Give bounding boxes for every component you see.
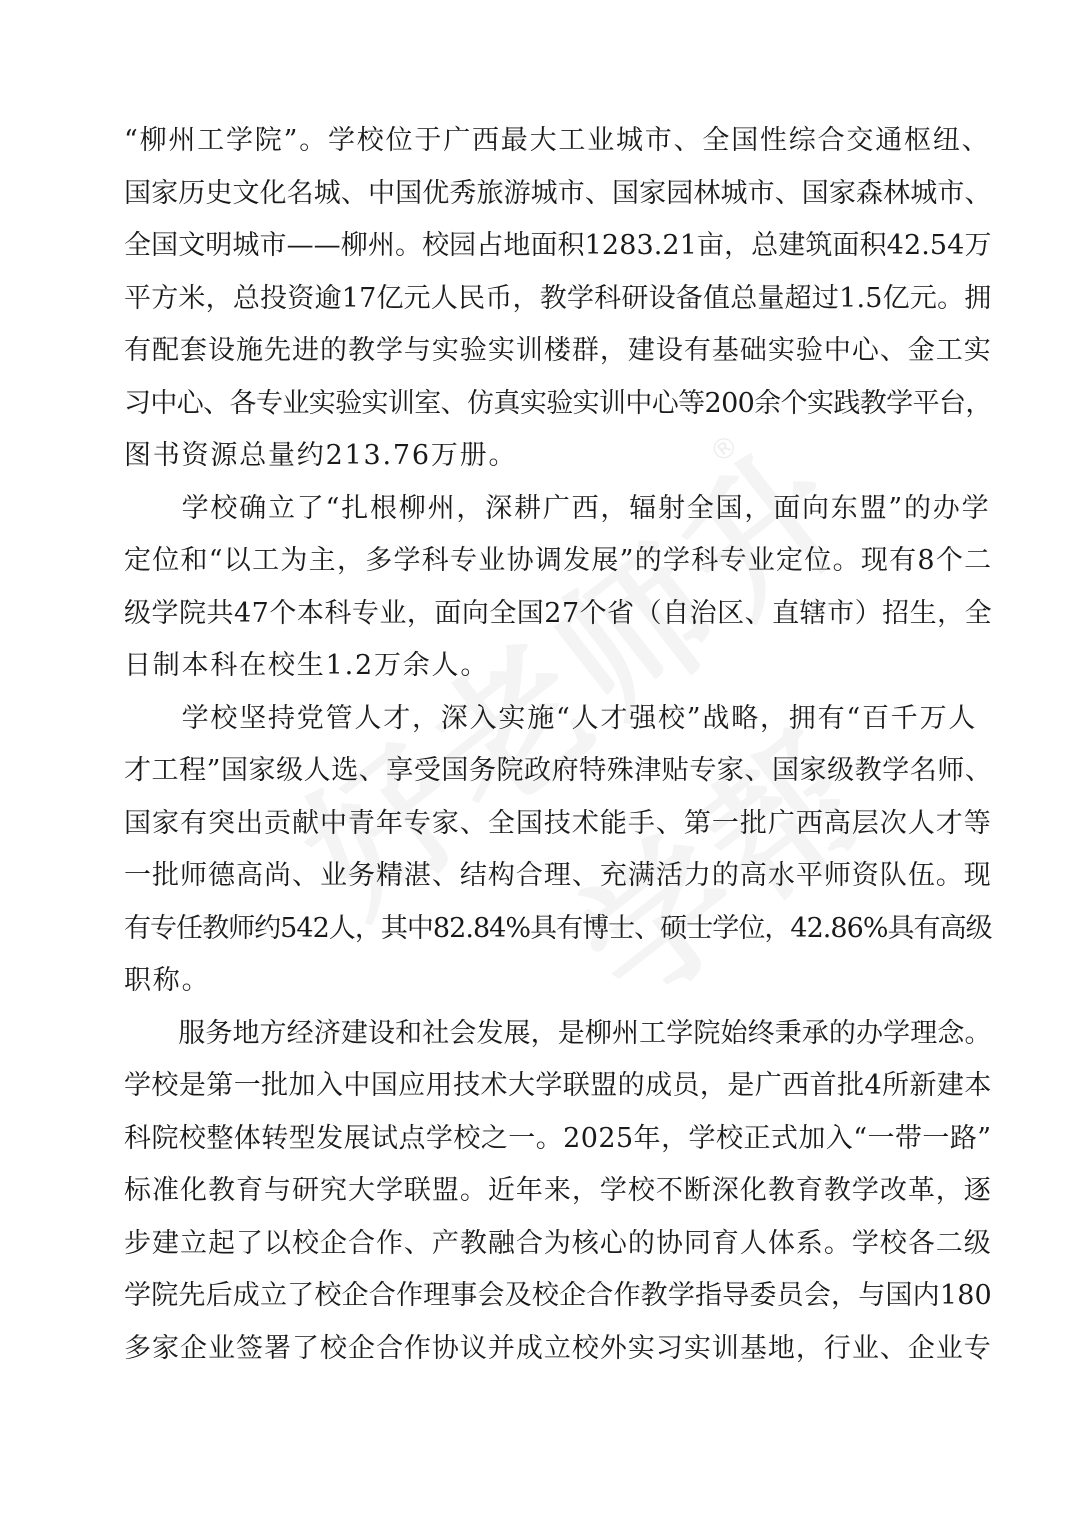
text-line: 才工程”国家级人选、享受国务院政府特殊津贴专家、国家级教学名师、 xyxy=(124,755,993,786)
text-line: 习中心、各专业实验实训室、仿真实验实训中心等200余个实践教学平台， xyxy=(124,387,992,419)
registered-mark-icon: ® xyxy=(702,427,746,471)
text-line: 有配套设施先进的教学与实验实训楼群，建设有基础实验中心、金工实 xyxy=(124,335,992,366)
text-line: 职称。 xyxy=(124,965,211,996)
text-line: 日制本科在校生1.2万余人。 xyxy=(124,650,490,681)
text-line: 全国文明城市——柳州。校园占地面积1283.21亩，总建筑面积42.54万 xyxy=(124,230,992,261)
text-line: 标准化教育与研究大学联盟。近年来，学校不断深化教育教学改革，逐 xyxy=(124,1175,992,1206)
text-line: 学院先后成立了校企合作理事会及校企合作教学指导委员会，与国内180 xyxy=(124,1280,992,1311)
text-line: 服务地方经济建设和社会发展，是柳州工学院始终秉承的办学理念。 xyxy=(124,1017,992,1049)
text-line: 平方米，总投资逾17亿元人民币，教学科研设备值总量超过1.5亿元。拥 xyxy=(124,282,992,314)
text-line: 定位和“以工为主，多学科专业协调发展”的学科专业定位。现有8个二 xyxy=(124,545,993,576)
text-line: 图书资源总量约213.76万册。 xyxy=(124,440,518,471)
text-line: 学校是第一批加入中国应用技术大学联盟的成员，是广西首批4所新建本 xyxy=(124,1070,992,1101)
body-text xyxy=(124,115,992,1375)
text-line: 步建立起了以校企合作、产教融合为核心的协同育人体系。学校各二级 xyxy=(124,1227,992,1259)
text-line: 科院校整体转型发展试点学校之一。2025年，学校正式加入“一带一路” xyxy=(124,1122,992,1154)
text-line: 学校确立了“扎根柳州，深耕广西，辐射全国，面向东盟”的办学 xyxy=(124,492,991,524)
text-line: 国家有突出贡献中青年专家、全国技术能手、第一批广西高层次人才等 xyxy=(124,807,992,839)
text-line: 多家企业签署了校企合作协议并成立校外实习实训基地，行业、企业专 xyxy=(124,1332,992,1364)
text-line: 一批师德高尚、业务精湛、结构合理、充满活力的高水平师资队伍。现 xyxy=(124,860,992,891)
text-line: 有专任教师约542人，其中82.84%具有博士、硕士学位，42.86%具有高级 xyxy=(124,912,992,944)
text-line: “柳州工学院”。学校位于广西最大工业城市、全国性综合交通枢纽、 xyxy=(124,125,991,156)
text-line: 国家历史文化名城、中国优秀旅游城市、国家园林城市、国家森林城市、 xyxy=(124,177,992,209)
text-line: 学校坚持党管人才，深入实施“人才强校”战略，拥有“百千万人 xyxy=(124,702,978,734)
text-line: 级学院共47个本科专业，面向全国27个省（自治区、直辖市）招生，全 xyxy=(124,597,993,629)
